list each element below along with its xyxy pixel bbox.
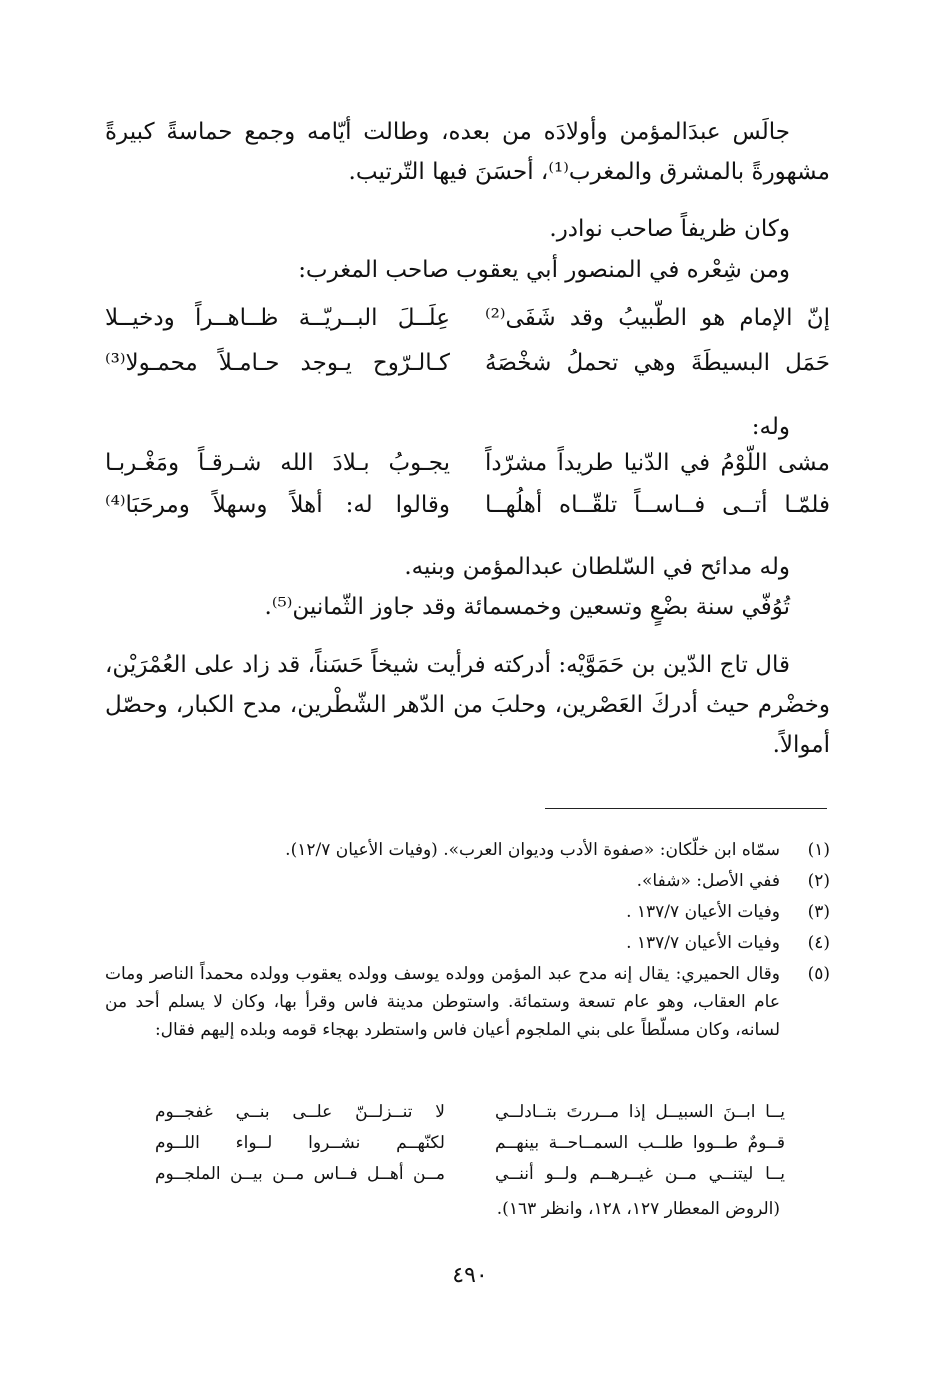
- verse-hemistich-second: مــن أهــل فــاس مــن بيــن الملجــوم: [155, 1164, 445, 1184]
- footnote-verse-line-3: [155, 1164, 785, 1192]
- footnote-verse-line-2: [155, 1133, 785, 1161]
- body-paragraph-1: جالَس عبدَالمؤمن وأولادَه من بعده، وطالت أيّامه وجمع حماسةً كبيرةً مشهورةً بالمشرق والمغرب⁽¹⁾، أحسَنَ فيها التّرتيب.: [105, 119, 830, 185]
- footnote-text: ففي الأصل: «شفا».: [636, 871, 780, 891]
- verse-hemistich-first: يــا ابــنَ السبيــل إذا مــررتَ بتــادلــي: [495, 1102, 785, 1122]
- verse-line-2: [105, 350, 830, 390]
- footnote-separator: [545, 808, 827, 809]
- verse-hemistich-second: كـالـرّوح يـوجد حـامـلاً محمـولا⁽³⁾: [105, 350, 450, 376]
- footnote-number: (٤): [807, 933, 830, 953]
- footnote-text: سمّاه ابن خلّكان: «صفوة الأدب وديوان العرب». (وفيات الأعيان ١٢/٧).: [285, 840, 780, 860]
- footnote-1: [105, 836, 830, 864]
- verse-hemistich-second: لا تنــزلــنّ علــى بنــي غفجــوم: [155, 1102, 445, 1122]
- page-number: ٤٩٠: [452, 1263, 488, 1288]
- footnote-2: [105, 867, 830, 895]
- footnote-reference-text: (الروض المعطار ١٢٧، ١٢٨، وانظر ١٦٣).: [496, 1199, 780, 1219]
- verse-hemistich-second: يجـوبُ بـلادَ الله شـرقـاً ومَغْـربـا: [105, 450, 450, 476]
- verse-hemistich-first: يــا ليتنــي مــن غيــرهــم ولــو أننــي: [495, 1164, 785, 1184]
- footnote-text: وقال الحميري: يقال إنه مدح عبد المؤمن وولده يوسف وولده يعقوب وولده محمداً الناصر ومات عام العقاب، وهو عام تسعة وستمائة. واستوطن مدينة فاس وقرأ بها، وكان لا يسلم أحد من لسانه، وكان مسلّطاً على بني الملجوم أعيان فاس واستطرد بهجاء قومه وبلده إليهم فقال:: [105, 964, 780, 1040]
- footnote-reference: [105, 1195, 830, 1223]
- verse-hemistich-first: قــومٌ طــووا طلــب السمــاحــة بينهــم: [495, 1133, 785, 1153]
- body-paragraph-7: قال تاج الدّين بن حَمَوَّيْه: أدركته فرأيت شيخاً حَسَناً، قد زاد على العُمْرَيْن، وخضْرم حيث أدركَ العَصْرين، وحلبَ من الدّهر الشّطْرين، مدح الكبار، وحصّل أموالاً.: [105, 652, 830, 758]
- footnote-text: وفيات الأعيان ١٣٧/٧ .: [626, 933, 780, 953]
- footnote-3: [105, 898, 830, 926]
- body-paragraph-3: ومن شِعْره في المنصور أبي يعقوب صاحب المغرب:: [298, 257, 790, 283]
- verse-hemistich-first: إنّ الإمام هو الطّبيبُ وقد شَفَى⁽²⁾: [485, 305, 830, 331]
- footnote-number: (٥): [807, 964, 830, 984]
- footnote-verse-line-1: [155, 1102, 785, 1130]
- verse-line-4: [105, 492, 830, 532]
- verse-hemistich-second: وقالوا له: أهلاً وسهلاً ومرحَبَا⁽⁴⁾: [105, 492, 450, 518]
- footnote-number: (١): [807, 840, 830, 860]
- footnote-4: [105, 929, 830, 957]
- verse-hemistich-second: لكنّهــم نشــروا لــواء اللــوم: [155, 1133, 445, 1153]
- body-paragraph-6: تُوُفّي سنة بضْعٍ وتسعين وخمسمائة وقد جاوز الثّمانين⁽⁵⁾.: [264, 594, 790, 620]
- body-paragraph-5: وله مدائح في السّلطان عبدالمؤمن وبنيه.: [404, 554, 790, 580]
- footnote-number: (٢): [807, 871, 830, 891]
- verse-hemistich-second: عِلَــلَ البــريّــة ظــاهــراً ودخيــلا: [105, 305, 450, 331]
- verse-hemistich-first: حَمَل البسيطَةَ وهي تحملُ شخْصَهُ: [485, 350, 830, 376]
- verse-hemistich-first: مشى اللّوْمُ في الدّنيا طريداً مشرّداً: [485, 450, 830, 476]
- verse-line-1: [105, 305, 830, 345]
- body-paragraph-4: وله:: [751, 414, 790, 440]
- verse-line-3: [105, 450, 830, 490]
- footnote-5: [105, 960, 830, 1090]
- footnote-number: (٣): [807, 902, 830, 922]
- footnote-text: وفيات الأعيان ١٣٧/٧ .: [626, 902, 780, 922]
- body-paragraph-2: وكان ظريفاً صاحب نوادر.: [549, 216, 790, 242]
- verse-hemistich-first: فلمّـا أتــى فــاســاً تلقّــاه أهلُهــا: [485, 492, 830, 518]
